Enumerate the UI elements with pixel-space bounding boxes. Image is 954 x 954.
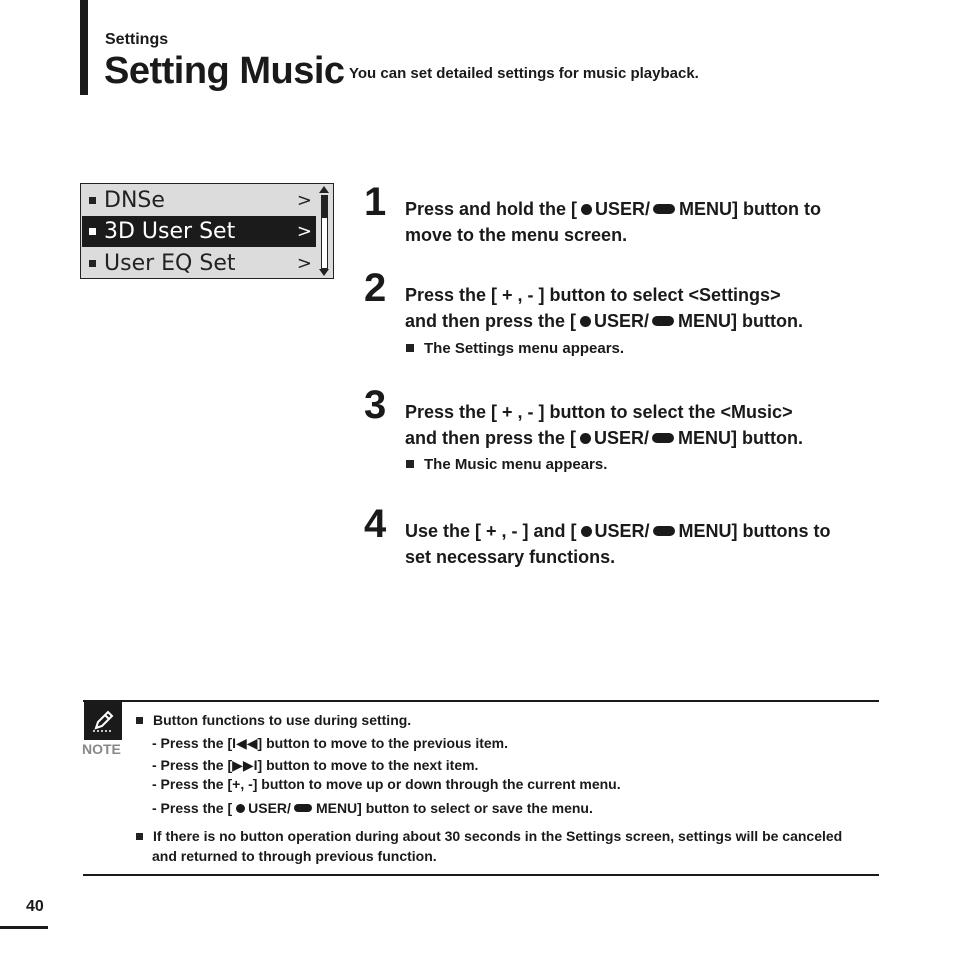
bullet-icon: [89, 228, 96, 235]
note-bullet-2-cont: and returned to through previous function.: [152, 848, 437, 864]
step-number: 1: [364, 180, 387, 224]
menu-item-dnse: [82, 185, 316, 216]
user-button-icon: [236, 804, 245, 813]
note-line-prev: - Press the [I◀◀] button to move to the previous item.: [152, 735, 509, 751]
note-bullet-2: If there is no button operation during about 30 seconds in the Settings screen, settings will be canceled: [136, 828, 842, 844]
page-number: 40: [26, 898, 44, 915]
note-line-select: - Press the [ USER/ MENU] button to select or save the menu.: [152, 800, 593, 816]
bullet-icon: [136, 833, 143, 840]
menu-button-icon: [652, 316, 674, 326]
step-number: 3: [364, 383, 387, 427]
note-bottom-rule: [83, 874, 879, 876]
note-line-updown: - Press the [+, -] button to move up or down through the current menu.: [152, 776, 621, 792]
chevron-right-icon: >: [296, 190, 312, 211]
section-label: Settings: [105, 31, 169, 48]
bullet-icon: [406, 344, 414, 352]
page-number-rule: [0, 926, 48, 929]
device-screen: [80, 183, 334, 279]
menu-item-3d-user-set: [82, 216, 316, 247]
note-line-next: - Press the [▶▶I] button to move to the next item.: [152, 757, 479, 773]
pencil-note-icon: [84, 702, 122, 740]
header-accent-bar: [80, 0, 88, 95]
page-title: Setting Music: [104, 50, 345, 92]
step-result: The Music menu appears.: [406, 456, 607, 473]
menu-item-label: User EQ Set: [104, 251, 236, 276]
user-button-icon: [581, 204, 592, 215]
bullet-icon: [89, 197, 96, 204]
menu-button-icon: [653, 526, 675, 536]
step-result: The Settings menu appears.: [406, 340, 624, 357]
menu-item-label: DNSe: [104, 188, 165, 213]
page-subtitle: You can set detailed settings for music playback.: [349, 65, 699, 82]
step-number: 2: [364, 266, 387, 310]
note-top-rule: [83, 700, 879, 702]
bullet-icon: [89, 260, 96, 267]
chevron-right-icon: >: [296, 253, 312, 274]
scroll-track: [321, 195, 328, 269]
scroll-thumb: [322, 196, 327, 218]
note-bullet-1: Button functions to use during setting.: [136, 712, 411, 728]
note-label: NOTE: [82, 741, 121, 757]
user-button-icon: [580, 316, 591, 327]
step-text: Press the [ + , - ] button to select <Settings> and then press the [ USER/ MENU] button.: [405, 285, 804, 331]
scroll-down-icon: [319, 269, 329, 276]
screen-scrollbar: [318, 186, 330, 276]
chevron-right-icon: >: [296, 221, 312, 242]
menu-item-label: 3D User Set: [104, 219, 236, 244]
step-number: 4: [364, 502, 387, 546]
menu-button-icon: [652, 433, 674, 443]
bullet-icon: [406, 460, 414, 468]
step-text: Press and hold the [ USER/ MENU] button to move to the menu screen.: [405, 199, 821, 245]
user-button-icon: [581, 526, 592, 537]
menu-button-icon: [653, 204, 675, 214]
menu-item-user-eq-set: [82, 248, 316, 279]
menu-button-icon: [294, 804, 312, 812]
user-button-icon: [580, 433, 591, 444]
scroll-up-icon: [319, 186, 329, 193]
step-text: Press the [ + , - ] button to select the <Music> and then press the [ USER/ MENU] button.: [405, 402, 804, 448]
step-text: Use the [ + , - ] and [ USER/ MENU] buttons to set necessary functions.: [405, 521, 831, 567]
bullet-icon: [136, 717, 143, 724]
